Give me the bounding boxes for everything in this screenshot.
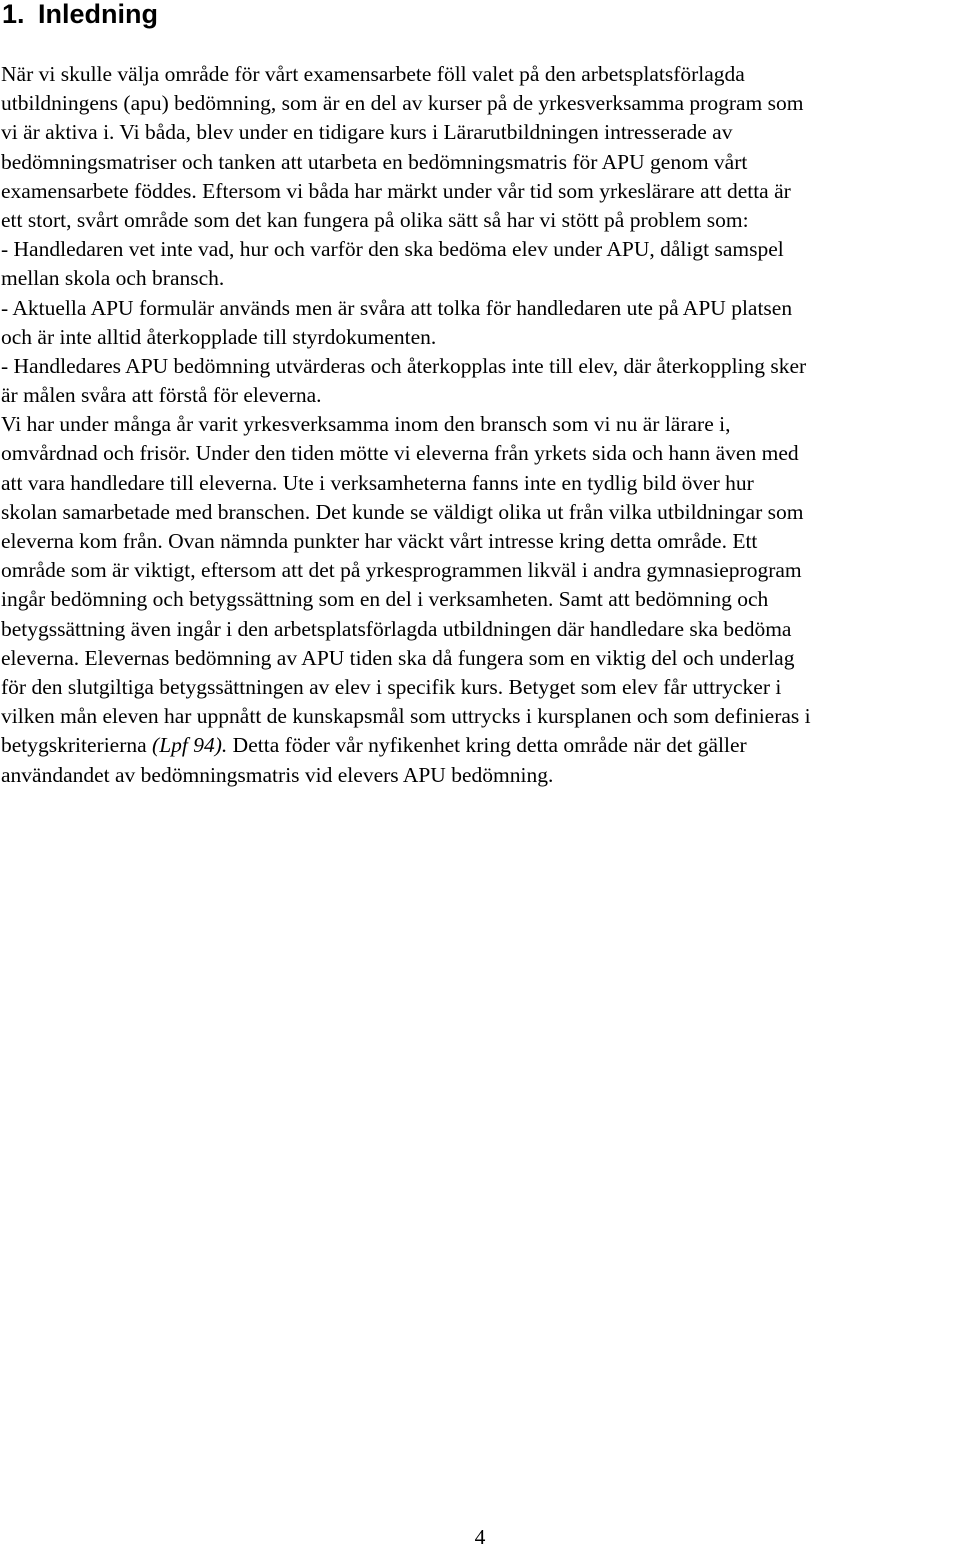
text-line: och är inte alltid återkopplade till styrdokumenten. — [1, 324, 437, 349]
section-title: Inledning — [38, 0, 158, 29]
text-line: Vi har under många år varit yrkesverksamma inom den bransch som vi nu är lärare i, — [1, 412, 731, 437]
text-line: att vara handledare till eleverna. Ute i verksamheterna fanns inte en tydlig bild över hur — [1, 470, 754, 495]
citation: (Lpf 94). — [152, 733, 228, 758]
text-line: område som är viktigt, eftersom att det på yrkesprogrammen likväl i andra gymnasieprogram — [1, 558, 802, 583]
text-line — [1, 731, 960, 760]
body-paragraph — [1, 60, 960, 790]
section-heading — [2, 0, 158, 32]
text-line: examensarbete föddes. Eftersom vi båda har märkt under vår tid som yrkeslärare att detta är — [1, 178, 791, 203]
text-line: betygssättning även ingår i den arbetsplatsförlagda utbildningen där handledare ska bedöma — [1, 616, 792, 641]
text-line: omvårdnad och frisör. Under den tiden mötte vi eleverna från yrkets sida och hann även med — [1, 441, 799, 466]
text-segment: betygskriterierna — [1, 733, 153, 758]
text-line: skolan samarbetade med branschen. Det kunde se väldigt olika ut från vilka utbildningar som — [1, 499, 804, 524]
text-line: är målen svåra att förstå för eleverna. — [1, 383, 322, 408]
text-line: eleverna kom från. Ovan nämnda punkter har väckt vårt intresse kring detta område. Ett — [1, 529, 758, 553]
text-line: eleverna. Elevernas bedömning av APU tiden ska då fungera som en viktig del och underlag — [1, 645, 795, 670]
text-line: ett stort, svårt område som det kan fungera på olika sätt så har vi stött på problem som: — [1, 207, 749, 232]
page-number: 4 — [474, 1525, 486, 1549]
text-line: bedömningsmatriser och tanken att utarbeta en bedömningsmatris för APU genom vårt — [1, 149, 748, 174]
text-line: för den slutgiltiga betygssättningen av elev i specifik kurs. Betyget som elev får uttrycker i — [1, 674, 782, 699]
text-line: ingår bedömning och betygssättning som en del i verksamheten. Samt att bedömning och — [1, 587, 769, 612]
text-line: utbildningens (apu) bedömning, som är en del av kurser på de yrkesverksamma program som — [1, 91, 804, 116]
text-segment: Detta föder vår nyfikenhet kring detta område när det gäller — [227, 733, 747, 758]
section-number: 1. — [2, 0, 25, 29]
text-line: - Handledaren vet inte vad, hur och varför den ska bedöma elev under APU, dåligt samspel — [1, 237, 784, 262]
text-line: - Aktuella APU formulär används men är svåra att tolka för handledaren ute på APU platsen — [1, 295, 793, 320]
text-line: - Handledares APU bedömning utvärderas och återkopplas inte till elev, där återkoppling sker — [1, 353, 807, 378]
text-line: mellan skola och bransch. — [1, 266, 225, 291]
text-line: vi är aktiva i. Vi båda, blev under en tidigare kurs i Lärarutbildningen intresserade av — [1, 120, 733, 145]
text-line: användandet av bedömningsmatris vid elevers APU bedömning. — [1, 762, 554, 787]
text-line: vilken mån eleven har uppnått de kunskapsmål som uttrycks i kursplanen och som definieras i — [1, 704, 811, 729]
text-line: När vi skulle välja område för vårt examensarbete föll valet på den arbetsplatsförlagda — [1, 62, 745, 86]
